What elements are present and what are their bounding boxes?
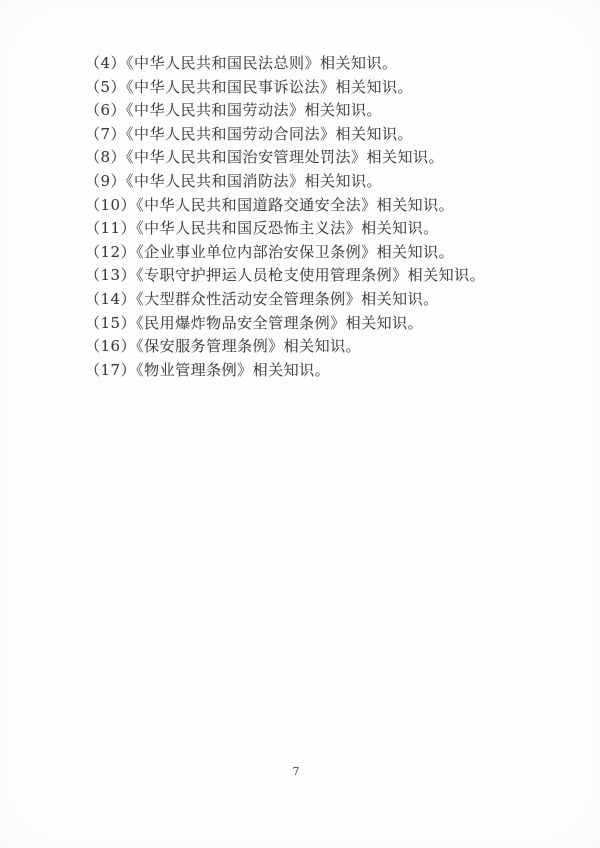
page-number: 7 [292,765,300,778]
list-item: （16）《保安服务管理条例》相关知识。 [85,337,362,356]
list-item: （15）《民用爆炸物品安全管理条例》相关知识。 [85,313,424,332]
list-item: （9）《中华人民共和国消防法》相关知识。 [85,171,383,190]
list-item: （8）《中华人民共和国治安管理处罚法》相关知识。 [85,148,445,167]
list-item: （4）《中华人民共和国民法总则》相关知识。 [85,54,398,72]
list-item: （14）《大型群众性活动安全管理条例》相关知识。 [85,289,439,308]
list-item: （17）《物业管理条例》相关知识。 [85,360,331,379]
list-item: （11）《中华人民共和国反恐怖主义法》相关知识。 [85,219,439,238]
law-list [85,52,570,382]
list-item: （6）《中华人民共和国劳动法》相关知识。 [85,101,383,120]
list-item: （5）《中华人民共和国民事诉讼法》相关知识。 [85,77,414,96]
list-item: （7）《中华人民共和国劳动合同法》相关知识。 [85,124,414,143]
list-item: （12）《企业事业单位内部治安保卫条例》相关知识。 [85,242,455,261]
list-item: （13）《专职守护押运人员枪支使用管理条例》相关知识。 [85,266,486,285]
list-item: （10）《中华人民共和国道路交通安全法》相关知识。 [85,195,455,214]
